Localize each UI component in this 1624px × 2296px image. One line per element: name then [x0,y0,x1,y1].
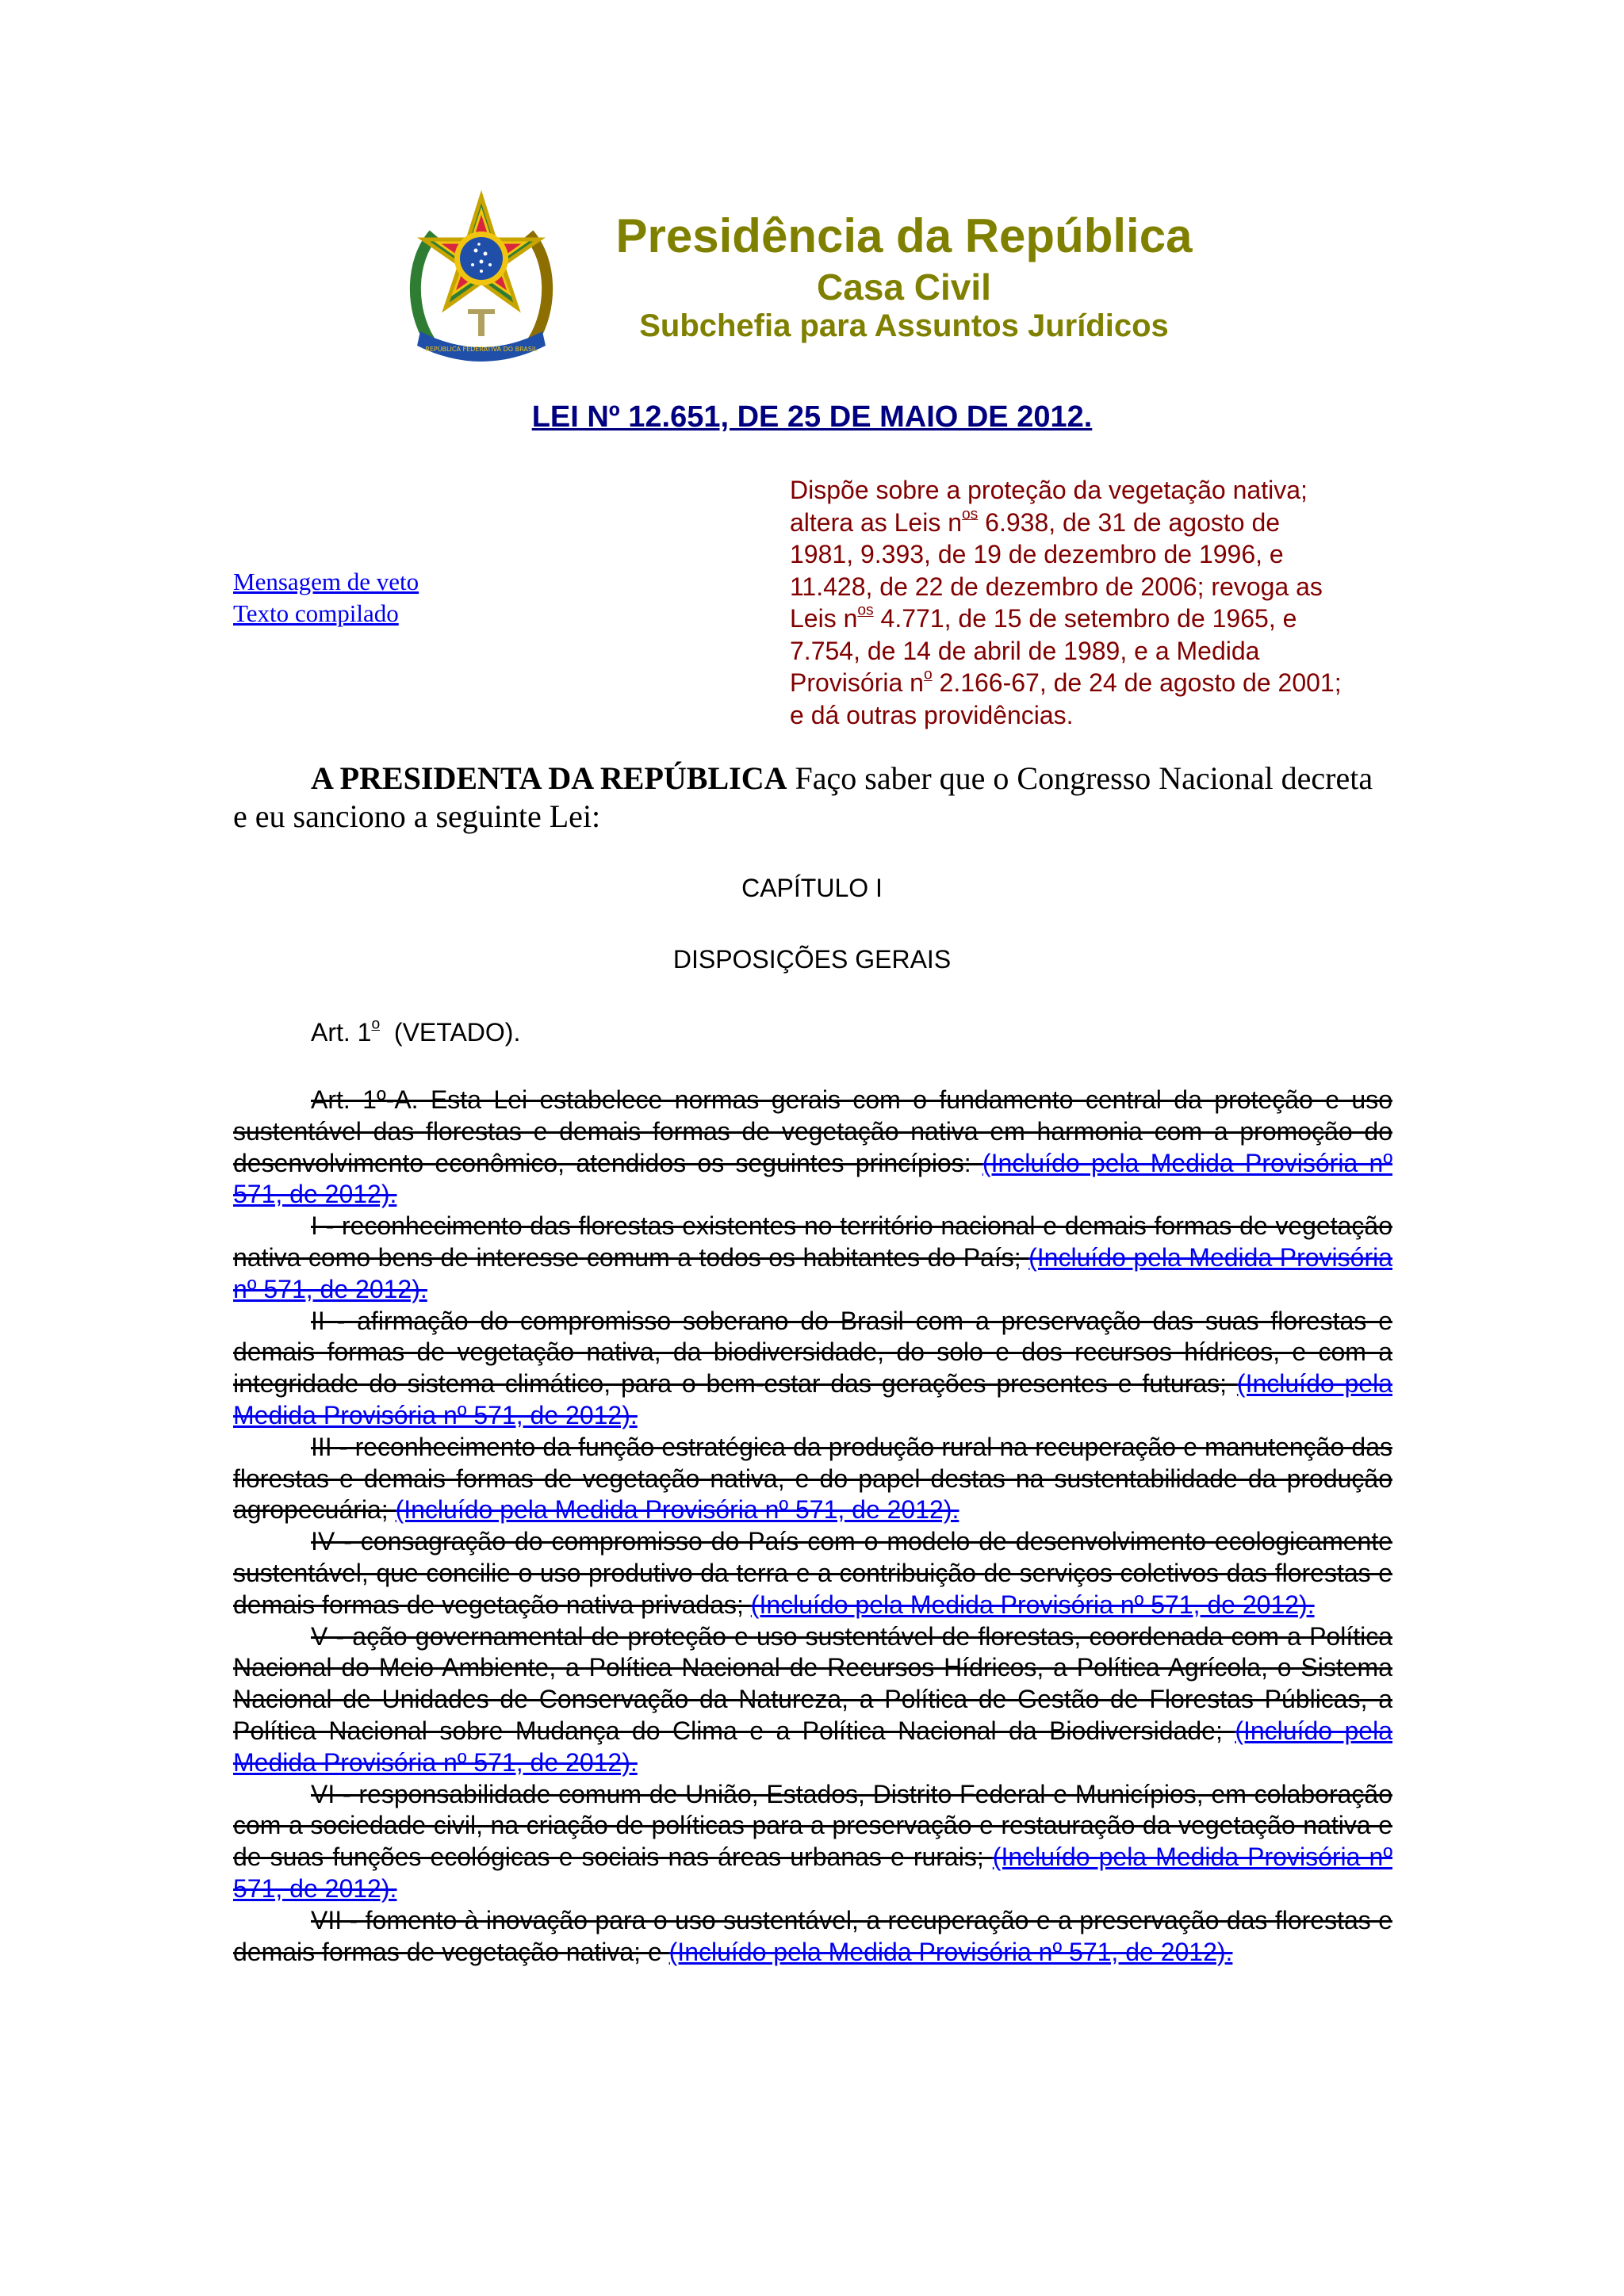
ementa-text: Provisória n [790,668,924,697]
ementa-line: 1981, 9.393, de 19 de dezembro de 1996, e [790,540,1284,568]
enacting-clause [233,760,1391,836]
ementa-text: Leis n [790,604,858,633]
paragraph-text: II - afirmação do compromisso soberano do Brasil com a preservação das suas florestas e demais formas de vegetação nativa, da biodiversidade, do solo e dos recursos hídricos, e com a integridade do sistema climático, para o bem-estar das gerações presentes e futuras; [233,1306,1392,1399]
ementa-line: e dá outras providências. [790,700,1074,729]
brazil-coat-of-arms-emblem [406,190,557,366]
ementa-text: altera as Leis n [790,507,963,537]
ementa-summary [790,474,1408,731]
paragraph-text: VI - responsabilidade comum de União, Estados, Distrito Federal e Municípios, em colaboração com a sociedade civil, na criação de políticas para a preservação e restauração da vegetação nativa e de suas funções ecológicas e sociais nas áreas urbanas e rurais; [233,1779,1392,1872]
mp-571-reference-link[interactable]: (Incluído pela Medida Provisória nº 571, de 2012). [233,1242,1393,1303]
article-paragraph [233,1526,1392,1621]
texto-compilado-link[interactable]: Texto compilado [233,599,399,627]
chapter-title: DISPOSIÇÕES GERAIS [672,945,952,974]
article-paragraph [233,1211,1392,1305]
ementa-superscript: o [923,666,933,683]
ementa-line [790,667,1408,699]
article-paragraph [233,1905,1392,1969]
article-1 [311,1016,520,1048]
article-1-superscript: o [371,1016,381,1033]
ementa-text: 4.771, de 15 de setembro de 1965, e [873,604,1297,633]
article-1a-body [233,1085,1392,1968]
mp-571-reference-link[interactable]: (Incluído pela Medida Provisória nº 571, de 2012). [233,1369,1393,1429]
chapter-heading: CAPÍTULO I [741,874,883,902]
paragraph-text: VII - fomento à inovação para o uso sustentável, a recuperação e a preservação das florestas e demais formas de vegetação nativa; e [233,1905,1392,1966]
article-paragraph [233,1621,1392,1779]
mp-571-reference-link[interactable]: (Incluído pela Medida Provisória nº 571, de 2012). [395,1495,959,1525]
header-title: Presidência da República [615,209,1193,262]
ementa-line: 11.428, de 22 de dezembro de 2006; revoga as [790,572,1323,601]
mp-571-reference-link[interactable]: (Incluído pela Medida Provisória nº 571, de 2012). [233,1716,1393,1777]
ementa-text: 2.166-67, de 24 de agosto de 2001; [932,668,1342,697]
article-paragraph [233,1306,1392,1432]
paragraph-text: IV - consagração do compromisso do País com o modelo de desenvolvimento ecologicamente sustentável, que concilie o uso produtivo da terra e a contribuição de serviços coletivos das florestas e demais formas de vegetação nativa privadas; [233,1527,1392,1619]
article-1-text: Art. 1 [311,1018,372,1047]
ementa-text: 6.938, de 31 de agosto de [978,507,1281,537]
law-title [0,398,1624,436]
mp-571-reference-link[interactable]: (Incluído pela Medida Provisória nº 571, de 2012). [233,1148,1393,1209]
mp-571-reference-link[interactable]: (Incluído pela Medida Provisória nº 571, de 2012). [750,1590,1315,1619]
ementa-line: Dispõe sobre a proteção da vegetação nativa; [790,476,1308,504]
header-subtitle-casa-civil: Casa Civil [817,266,991,308]
ementa-superscript: os [962,506,979,523]
ementa-line [790,603,1408,635]
article-paragraph [233,1779,1392,1905]
article-1-status: (VETADO). [380,1018,521,1047]
enacting-clause-bold: A PRESIDENTA DA REPÚBLICA [311,760,787,796]
paragraph-text: I - reconhecimento das florestas existentes no território nacional e demais formas de vegetação nativa como bens de interesse comum a todos os habitantes do País; [233,1211,1392,1272]
ementa-line: 7.754, de 14 de abril de 1989, e a Medida [790,636,1260,665]
law-title-text: LEI Nº 12.651, DE 25 DE MAIO DE 2012. [531,400,1093,434]
paragraph-text: Art. 1º-A. Esta Lei estabelece normas gerais com o fundamento central da proteção e uso sustentável das florestas e demais formas de vegetação nativa em harmonia com a promoção do desenvolvimento econômico, atendidos os seguintes princípios: [233,1085,1392,1177]
ementa-line [790,507,1408,539]
header-subtitle-subchefia: Subchefia para Assuntos Jurídicos [639,308,1169,343]
emblem-ribbon-text: REPÚBLICA FEDERATIVA DO BRASIL [425,346,538,353]
mp-571-reference-link[interactable]: (Incluído pela Medida Provisória nº 571, de 2012). [233,1843,1393,1903]
paragraph-text: III - reconhecimento da função estratégica da produção rural na recuperação e manutenção das florestas e demais formas de vegetação nativa, e do papel destas na sustentabilidade da produção agropecuária; [233,1432,1392,1525]
side-links [233,566,419,629]
enacting-clause-text: Faço saber que o Congresso Nacional decreta e eu sanciono a seguinte Lei: [233,760,1373,834]
article-paragraph [233,1432,1392,1526]
mensagem-de-veto-link[interactable]: Mensagem de veto [233,568,419,595]
ementa-superscript: os [857,602,874,619]
article-paragraph [233,1085,1392,1211]
paragraph-text: V - ação governamental de proteção e uso sustentável de florestas, coordenada com a Política Nacional do Meio Ambiente, a Política Nacional de Recursos Hídricos, a Política Agrícola, o Sistema Nacional de Unidades de Conservação da Natureza, a Política de Gestão de Florestas Públicas, a Política Nacional sobre Mudança do Clima e a Política Nacional da Biodiversidade; [233,1621,1392,1745]
mp-571-reference-link[interactable]: (Incluído pela Medida Provisória nº 571, de 2012). [668,1937,1233,1966]
